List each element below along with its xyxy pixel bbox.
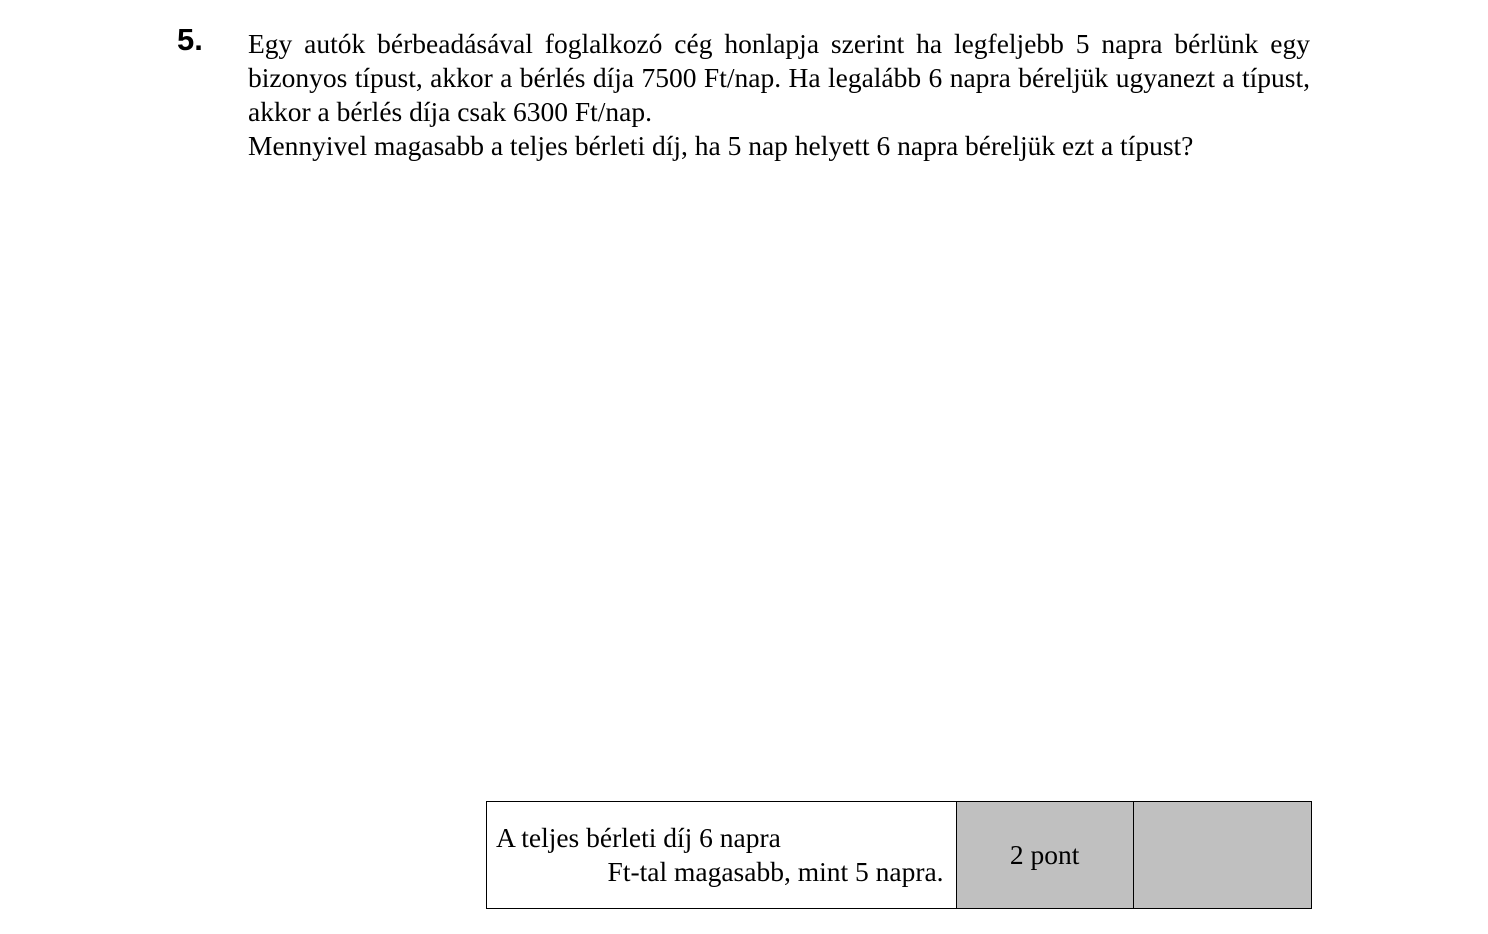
answer-cell[interactable] — [487, 802, 957, 909]
answer-table — [486, 801, 1312, 909]
problem-question: Mennyivel magasabb a teljes bérleti díj, ha 5 nap helyett 6 napra béreljük ezt a típust? — [248, 130, 1194, 161]
problem-statement — [248, 27, 1310, 163]
answer-label-line-2: Ft-tal magasabb, mint 5 napra. — [607, 856, 944, 887]
problem-paragraph: Egy autók bérbeadásával foglalkozó cég honlapja szerint ha legfeljebb 5 napra bérlünk egy bizonyos típust, akkor a bérlés díja 7500 Ft/nap. Ha legalább 6 napra béreljük ugyanezt a típust, akkor a bérlés díja csak 6300 Ft/nap. — [248, 28, 1310, 127]
answer-label-line-1: A teljes bérleti díj 6 napra — [496, 822, 781, 853]
score-cell — [1133, 802, 1311, 909]
answer-row — [487, 802, 1312, 909]
points-cell: 2 pont — [956, 802, 1133, 909]
task-number: 5. — [177, 22, 203, 57]
